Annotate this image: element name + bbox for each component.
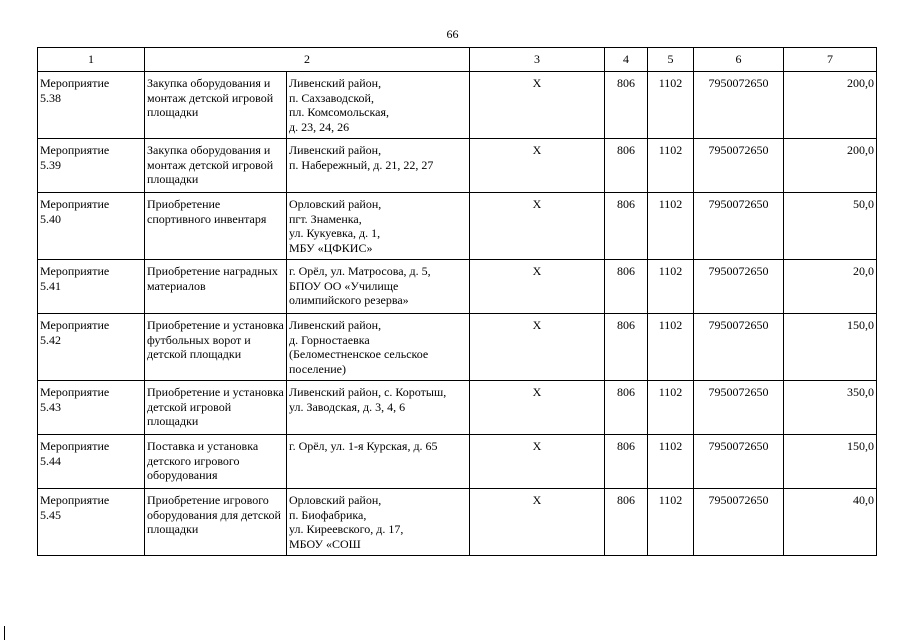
col5-cell: 1102	[648, 139, 694, 193]
data-table	[37, 47, 877, 556]
address-cell: Орловский район, пгт. Знаменка, ул. Кукуевка, д. 1, МБУ «ЦФКИС»	[287, 193, 470, 260]
col5-cell: 1102	[648, 489, 694, 556]
col4-cell: 806	[605, 489, 648, 556]
page-number: 66	[446, 27, 459, 41]
event-cell: Мероприятие 5.38	[38, 72, 145, 139]
col6-cell: 7950072650	[694, 260, 784, 314]
header-cell-5: 5	[648, 48, 694, 72]
amount-cell: 200,0	[784, 139, 877, 193]
amount-cell: 50,0	[784, 193, 877, 260]
col6-cell: 7950072650	[694, 314, 784, 381]
table-row	[38, 489, 877, 556]
col5-cell: 1102	[648, 314, 694, 381]
col3-cell: X	[470, 489, 605, 556]
col6-cell: 7950072650	[694, 489, 784, 556]
col5-cell: 1102	[648, 435, 694, 489]
event-cell: Мероприятие 5.43	[38, 381, 145, 435]
col3-cell: X	[470, 260, 605, 314]
header-cell-6: 6	[694, 48, 784, 72]
address-cell: Ливенский район, п. Набережный, д. 21, 22, 27	[287, 139, 470, 193]
description-cell: Поставка и установка детского игрового оборудования	[145, 435, 287, 489]
margin-mark	[4, 626, 5, 640]
col3-cell: X	[470, 139, 605, 193]
table-row	[38, 193, 877, 260]
amount-cell: 200,0	[784, 72, 877, 139]
description-cell: Приобретение игрового оборудования для детской площадки	[145, 489, 287, 556]
description-cell: Приобретение наградных материалов	[145, 260, 287, 314]
table-row	[38, 139, 877, 193]
col5-cell: 1102	[648, 72, 694, 139]
col3-cell: X	[470, 193, 605, 260]
col4-cell: 806	[605, 381, 648, 435]
col4-cell: 806	[605, 314, 648, 381]
address-cell: г. Орёл, ул. Матросова, д. 5, БПОУ ОО «Училище олимпийского резерва»	[287, 260, 470, 314]
event-cell: Мероприятие 5.45	[38, 489, 145, 556]
table-row	[38, 260, 877, 314]
amount-cell: 150,0	[784, 435, 877, 489]
col4-cell: 806	[605, 72, 648, 139]
description-cell: Приобретение и установка детской игровой площадки	[145, 381, 287, 435]
address-cell: Ливенский район, п. Сахзаводской, пл. Комсомольская, д. 23, 24, 26	[287, 72, 470, 139]
col6-cell: 7950072650	[694, 72, 784, 139]
table-row	[38, 381, 877, 435]
header-cell-3: 3	[470, 48, 605, 72]
col3-cell: X	[470, 381, 605, 435]
col4-cell: 806	[605, 260, 648, 314]
header-cell-4: 4	[605, 48, 648, 72]
address-cell: Орловский район, п. Биофабрика, ул. Киреевского, д. 17, МБОУ «СОШ	[287, 489, 470, 556]
event-cell: Мероприятие 5.42	[38, 314, 145, 381]
description-cell: Приобретение спортивного инвентаря	[145, 193, 287, 260]
table-row	[38, 435, 877, 489]
col6-cell: 7950072650	[694, 381, 784, 435]
address-cell: г. Орёл, ул. 1-я Курская, д. 65	[287, 435, 470, 489]
table-row	[38, 72, 877, 139]
col5-cell: 1102	[648, 381, 694, 435]
address-cell: Ливенский район, с. Коротыш, ул. Заводская, д. 3, 4, 6	[287, 381, 470, 435]
col3-cell: X	[470, 72, 605, 139]
col5-cell: 1102	[648, 260, 694, 314]
col3-cell: X	[470, 314, 605, 381]
col3-cell: X	[470, 435, 605, 489]
address-cell: Ливенский район, д. Горностаевка (Беломестненское сельское поселение)	[287, 314, 470, 381]
event-cell: Мероприятие 5.44	[38, 435, 145, 489]
col4-cell: 806	[605, 435, 648, 489]
description-cell: Закупка оборудования и монтаж детской игровой площадки	[145, 139, 287, 193]
col5-cell: 1102	[648, 193, 694, 260]
amount-cell: 350,0	[784, 381, 877, 435]
col6-cell: 7950072650	[694, 193, 784, 260]
header-cell-2: 2	[145, 48, 470, 72]
header-cell-1: 1	[38, 48, 145, 72]
header-row	[38, 48, 877, 72]
description-cell: Закупка оборудования и монтаж детской игровой площадки	[145, 72, 287, 139]
col6-cell: 7950072650	[694, 139, 784, 193]
event-cell: Мероприятие 5.41	[38, 260, 145, 314]
col4-cell: 806	[605, 139, 648, 193]
event-cell: Мероприятие 5.40	[38, 193, 145, 260]
amount-cell: 40,0	[784, 489, 877, 556]
col4-cell: 806	[605, 193, 648, 260]
col6-cell: 7950072650	[694, 435, 784, 489]
table-row	[38, 314, 877, 381]
amount-cell: 150,0	[784, 314, 877, 381]
amount-cell: 20,0	[784, 260, 877, 314]
description-cell: Приобретение и установка футбольных ворот и детской площадки	[145, 314, 287, 381]
event-cell: Мероприятие 5.39	[38, 139, 145, 193]
header-cell-7: 7	[784, 48, 877, 72]
